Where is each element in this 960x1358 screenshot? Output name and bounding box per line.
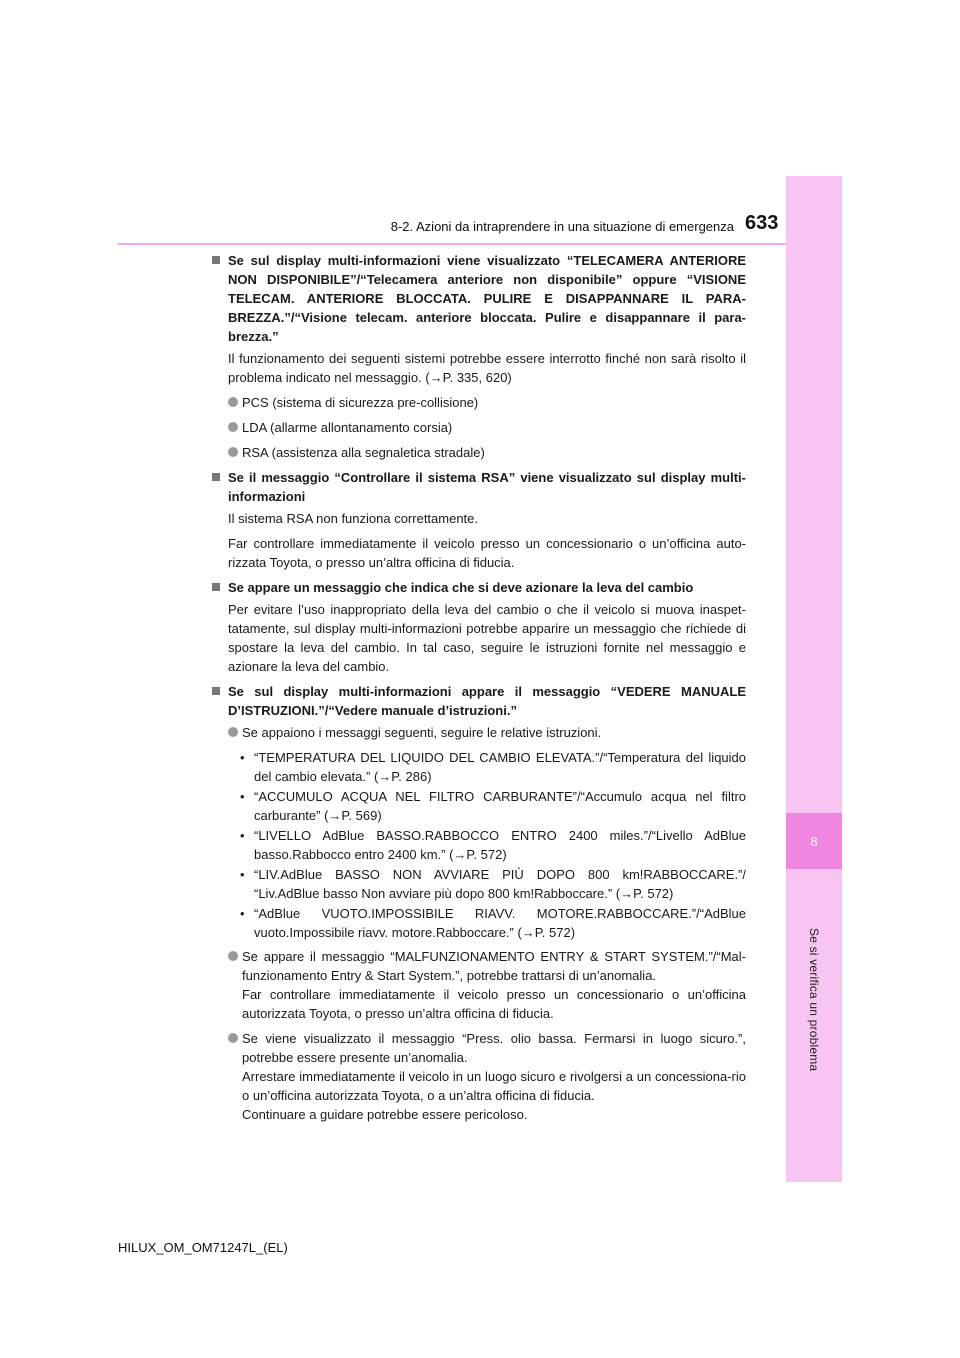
round-bullet-icon xyxy=(228,397,238,407)
sub-list-item: • “LIV.AdBlue BASSO NON AVVIARE PIÙ DOPO 800 km!RABBOCCARE.”/ “Liv.AdBlue basso Non avviare più dopo 800 km!Rabboccare.” (→P. 572) xyxy=(240,867,746,901)
round-bullet-icon xyxy=(228,447,238,457)
list-item: RSA (assistenza alla segnaletica stradale) xyxy=(228,443,746,462)
list-item: Se viene visualizzato il messaggio “Press. olio bassa. Fermarsi in luogo sicuro.”, potrebbe essere presente un’anomalia. Arrestare immediatamente il veicolo in un luogo sicuro e rivolgersi a un concessiona-rio o un’officina autorizzata Toyota, o a un’altra officina di fiducia. Continuare a guidare potrebbe essere pericoloso. xyxy=(228,1029,746,1124)
square-bullet-icon xyxy=(212,473,220,481)
section-front-camera xyxy=(210,251,746,462)
section-title: Se appare un messaggio che indica che si deve azionare la leva del cambio xyxy=(228,580,694,595)
square-bullet-icon xyxy=(212,687,220,695)
round-bullet-icon xyxy=(228,422,238,432)
square-bullet-icon xyxy=(212,256,220,264)
round-bullet-icon xyxy=(228,727,238,737)
section-title: Se il messaggio “Controllare il sistema RSA” viene visualizzato sul display multi-informazioni xyxy=(228,470,746,504)
list-item: PCS (sistema di sicurezza pre-collisione) xyxy=(228,393,746,412)
section-shift-lever xyxy=(210,578,746,676)
section-title: Se sul display multi-informazioni appare il messaggio “VEDERE MANUALE D’ISTRUZIONI.”/“Vedere manuale d’istruzioni.” xyxy=(228,684,746,718)
document-id: HILUX_OM_OM71247L_(EL) xyxy=(118,1240,288,1255)
square-bullet-icon xyxy=(212,583,220,591)
list-item: Se appaiono i messaggi seguenti, seguire le relative istruzioni. xyxy=(228,723,746,742)
chapter-title: Se si verifica un problema xyxy=(807,928,821,1072)
chapter-number-box xyxy=(786,813,842,869)
sub-list-item: • “ACCUMULO ACQUA NEL FILTRO CARBURANTE”/“Accumulo acqua nel filtro carburante” (→P. 569) xyxy=(240,789,746,823)
page-content xyxy=(210,251,746,1130)
sub-list-item: • “AdBlue VUOTO.IMPOSSIBILE RIAVV. MOTORE.RABBOCCARE.”/“AdBlue vuoto.Impossibile riavv. motore.Rabboccare.” (→P. 572) xyxy=(240,906,746,940)
list-item: Se appare il messaggio “MALFUNZIONAMENTO ENTRY & START SYSTEM.”/“Mal-funzionamento Entry & Start System.”, potrebbe trattarsi di un’anomalia. Far controllare immediatamente il veicolo presso un concessionario o un’officina autorizzata Toyota, o presso un’altra officina di fiducia. xyxy=(228,947,746,1023)
sub-list-item: • “LIVELLO AdBlue BASSO.RABBOCCO ENTRO 2400 miles.”/“Livello AdBlue basso.Rabbocco entro 2400 km.” (→P. 572) xyxy=(240,828,746,862)
header-rule xyxy=(118,243,786,245)
list-item: LDA (allarme allontanamento corsia) xyxy=(228,418,746,437)
paragraph: Il funzionamento dei seguenti sistemi potrebbe essere interrotto finché non sarà risolto il problema indicato nel messaggio. (→P. 335, 620) xyxy=(228,351,746,385)
sub-list-item: • “TEMPERATURA DEL LIQUIDO DEL CAMBIO ELEVATA.”/“Temperatura del liquido del cambio elevata.” (→P. 286) xyxy=(240,750,746,784)
chapter-side-label xyxy=(786,880,842,1120)
section-rsa-check xyxy=(210,468,746,572)
page-number: 633 xyxy=(745,212,779,234)
chapter-number: 8 xyxy=(810,833,818,849)
paragraph: Far controllare immediatamente il veicolo presso un concessionario o un’officina auto-rizzata Toyota, o presso un’altra officina di fiducia. xyxy=(228,536,746,570)
paragraph: Il sistema RSA non funziona correttamente. xyxy=(228,511,479,526)
paragraph: Per evitare l’uso inappropriato della leva del cambio o che il veicolo si muova inaspet-tatamente, sul display multi-informazioni potrebbe apparire un messaggio che richiede di spostare la leva del cambio. In tal caso, seguire le istruzioni fornite nel messaggio e azionare la leva del cambio. xyxy=(228,602,746,674)
section-header-title: 8-2. Azioni da intraprendere in una situazione di emergenza xyxy=(390,219,734,234)
section-owner-manual xyxy=(210,682,746,1124)
round-bullet-icon xyxy=(228,1033,238,1043)
section-title: Se sul display multi-informazioni viene visualizzato “TELECAMERA ANTERIORE NON DISPONIBILE”/“Telecamera anteriore non disponibile” oppure “VISIONE TELECAM. ANTERIORE BLOCCATA. PULIRE E DISAPPANNARE IL PARA-BREZZA.”/“Visione telecam. anteriore bloccata. Pulire e disappannare il para-brezza.” xyxy=(228,253,746,344)
round-bullet-icon xyxy=(228,951,238,961)
